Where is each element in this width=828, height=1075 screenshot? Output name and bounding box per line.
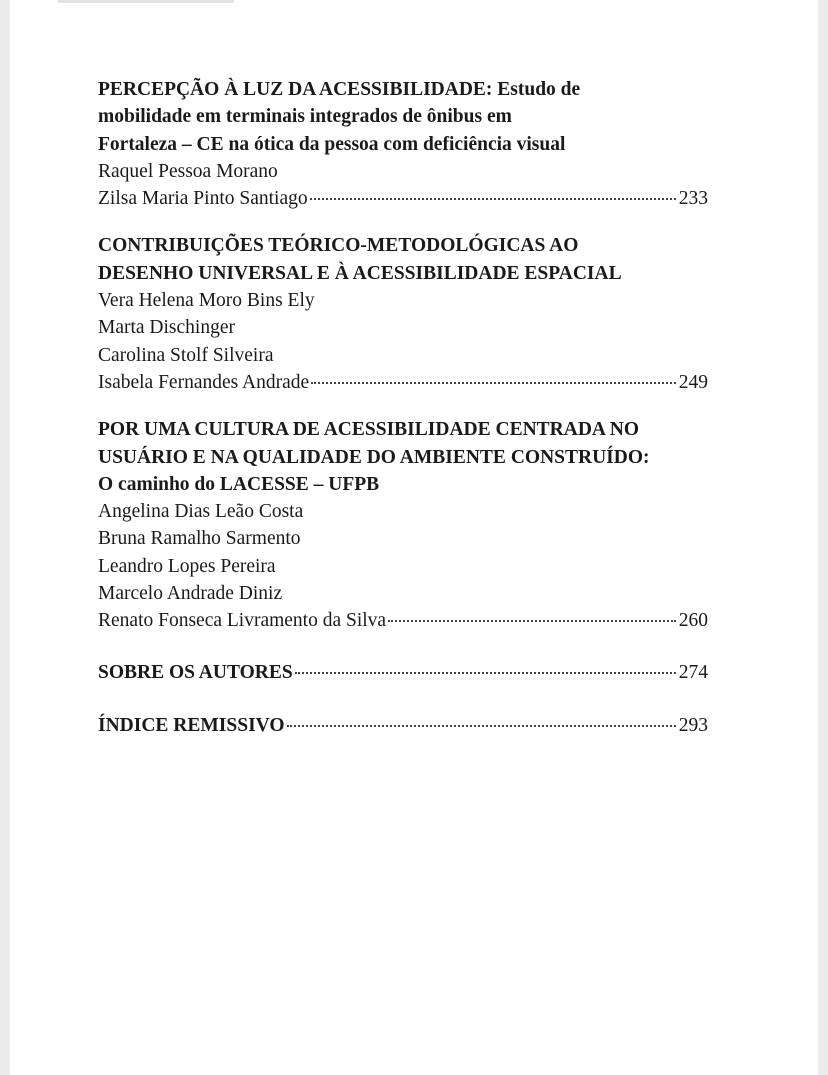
- entry-author: Marta Dischinger: [98, 317, 235, 339]
- entry-last-author-row: [98, 185, 708, 212]
- dot-leader: [311, 381, 676, 384]
- entry-title-line: Fortaleza – CE na ótica da pessoa com deficiência visual: [98, 133, 566, 155]
- entry-author: Leandro Lopes Pereira: [98, 555, 276, 577]
- dot-leader: [295, 671, 676, 674]
- entry-title-row: [98, 712, 708, 739]
- entry-title-row: [98, 659, 708, 686]
- page-number: 274: [678, 661, 708, 683]
- entry-last-author-row: [98, 369, 708, 396]
- entry-title-line: O caminho do LACESSE – UFPB: [98, 473, 380, 495]
- entry-title-line: USUÁRIO E NA QUALIDADE DO AMBIENTE CONSTRUÍDO:: [98, 446, 650, 468]
- entry-title-line: mobilidade em terminais integrados de ônibus em: [98, 106, 512, 128]
- entry-last-author-row: [98, 607, 708, 634]
- entry-author: Renato Fonseca Livramento da Silva: [98, 610, 387, 632]
- entry-author: Vera Helena Moro Bins Ely: [98, 290, 315, 312]
- page-number: 293: [678, 714, 708, 736]
- toc-entry-about-authors[interactable]: [98, 659, 708, 686]
- page-number: 233: [678, 188, 708, 210]
- entry-title-line: PERCEPÇÃO À LUZ DA ACESSIBILIDADE: Estudo de: [98, 79, 581, 100]
- entry-author: Raquel Pessoa Morano: [98, 160, 278, 182]
- toc-entry[interactable]: [98, 76, 708, 212]
- table-of-contents: [98, 76, 708, 765]
- toc-entry-index[interactable]: [98, 712, 708, 739]
- entry-author: Zilsa Maria Pinto Santiago: [98, 188, 308, 210]
- page-number: 249: [678, 371, 708, 393]
- dot-leader: [388, 619, 676, 622]
- document-page: [10, 0, 818, 1075]
- page-number: 260: [678, 610, 708, 632]
- toc-entry[interactable]: [98, 232, 708, 396]
- dot-leader: [310, 197, 676, 200]
- entry-author: Carolina Stolf Silveira: [98, 344, 274, 366]
- toc-entry[interactable]: [98, 416, 708, 634]
- entry-author: Marcelo Andrade Diniz: [98, 583, 283, 605]
- entry-author: Isabela Fernandes Andrade: [98, 371, 310, 393]
- entry-author: Bruna Ramalho Sarmento: [98, 528, 301, 550]
- entry-title-line: CONTRIBUIÇÕES TEÓRICO-METODOLÓGICAS AO: [98, 235, 579, 257]
- dot-leader: [287, 724, 676, 727]
- page-top-mark: [58, 0, 234, 3]
- entry-author: Angelina Dias Leão Costa: [98, 501, 304, 523]
- entry-title-line: POR UMA CULTURA DE ACESSIBILIDADE CENTRADA NO: [98, 419, 640, 441]
- entry-title-line: DESENHO UNIVERSAL E À ACESSIBILIDADE ESPACIAL: [98, 262, 622, 284]
- entry-title: SOBRE OS AUTORES: [98, 661, 293, 683]
- entry-title: ÍNDICE REMISSIVO: [98, 714, 285, 736]
